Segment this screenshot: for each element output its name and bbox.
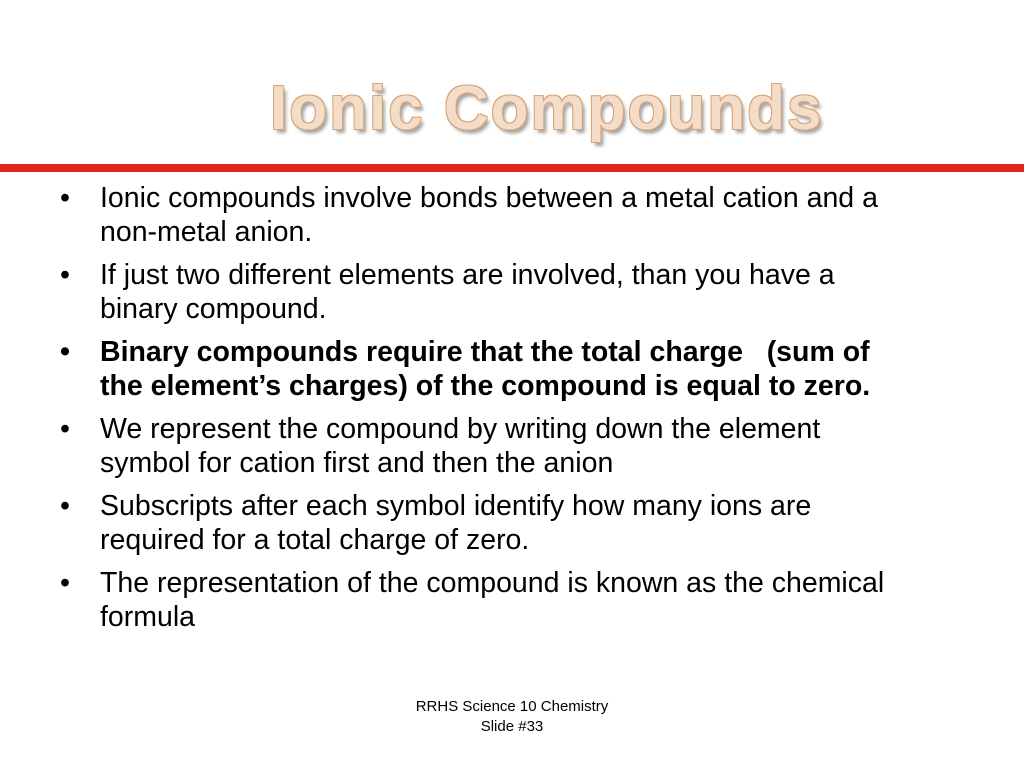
bullet-text: If just two different elements are involved, than you have a binary compound. bbox=[100, 259, 835, 325]
bullet-item-6 bbox=[58, 566, 898, 634]
bullet-text: We represent the compound by writing down the element symbol for cation first and then the anion bbox=[100, 413, 821, 479]
bullet-icon: • bbox=[60, 413, 70, 445]
bullet-item-5 bbox=[58, 489, 898, 557]
footer-course: RRHS Science 10 Chemistry bbox=[415, 698, 609, 715]
bullet-item-3 bbox=[58, 335, 898, 403]
bullet-icon: • bbox=[60, 567, 70, 599]
bullet-icon: • bbox=[60, 336, 70, 368]
slide-footer bbox=[372, 697, 652, 737]
bullet-list bbox=[58, 181, 898, 643]
bullet-icon: • bbox=[60, 182, 70, 214]
bullet-text: Subscripts after each symbol identify how many ions are required for a total charge of zero. bbox=[100, 490, 812, 556]
bullet-item-2 bbox=[58, 258, 898, 326]
bullet-item-1 bbox=[58, 181, 898, 249]
slide-title: Ionic Compounds bbox=[270, 74, 824, 143]
title-divider bbox=[0, 164, 1024, 172]
bullet-text: Ionic compounds involve bonds between a metal cation and a non-metal anion. bbox=[100, 182, 878, 248]
bullet-icon: • bbox=[60, 490, 70, 522]
bullet-text: The representation of the compound is known as the chemical formula bbox=[100, 567, 885, 633]
footer-slide-number: Slide #33 bbox=[480, 718, 544, 735]
bullet-item-4 bbox=[58, 412, 898, 480]
bullet-icon: • bbox=[60, 259, 70, 291]
bullet-text: Binary compounds require that the total charge (sum of the element’s charges) of the compound is equal to zero. bbox=[100, 336, 878, 402]
